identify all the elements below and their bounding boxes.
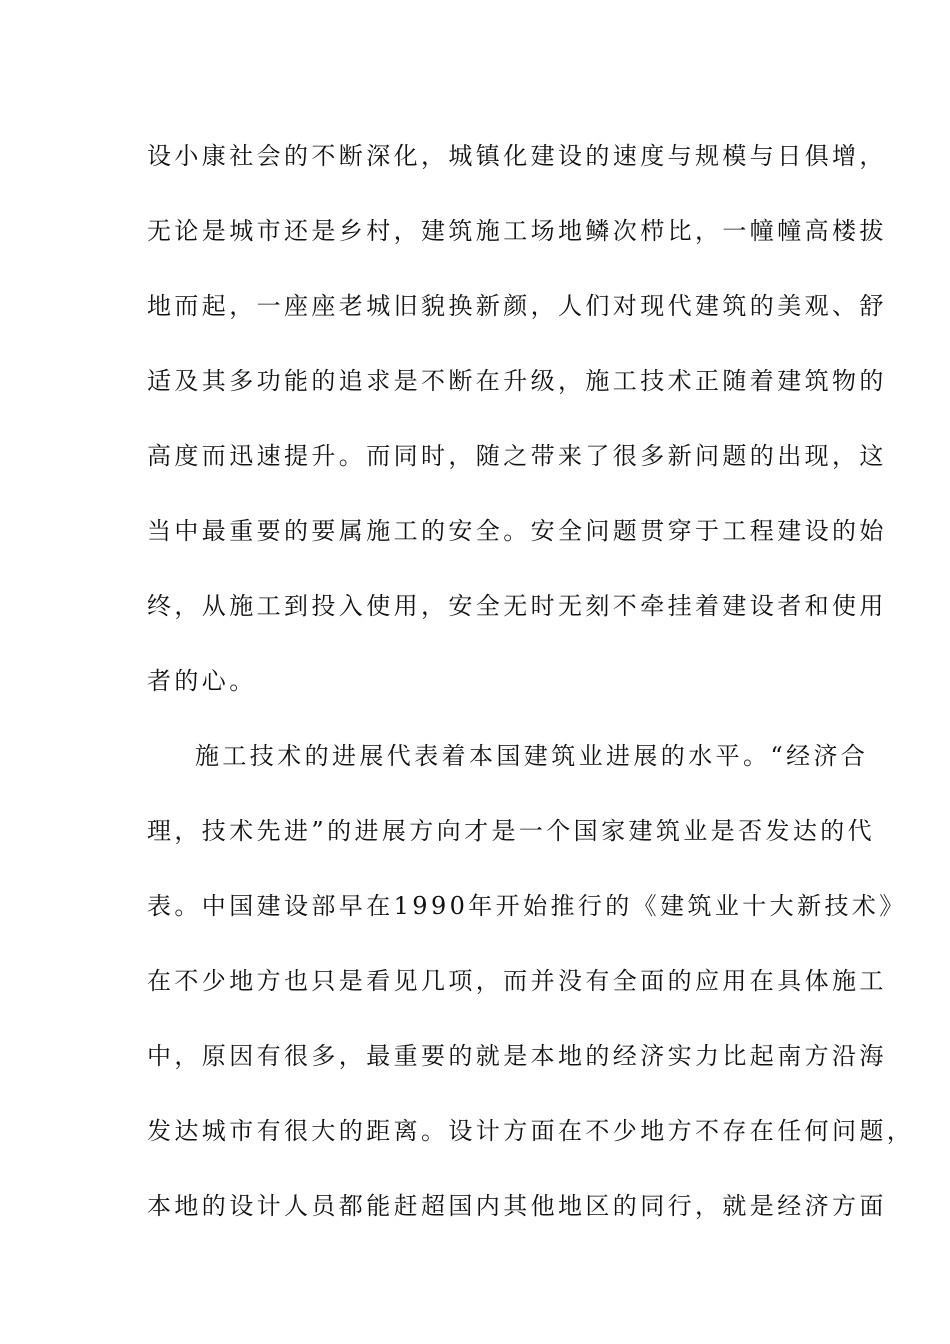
text-line: 本地的设计人员都能赶超国内其他地区的同行，就是经济方面	[147, 1192, 887, 1220]
text-line: 发达城市有很大的距离。设计方面在不少地方不存在任何问题，	[147, 1117, 915, 1145]
text-line: 表。中国建设部早在1990年开始推行的《建筑业十大新技术》	[147, 892, 907, 920]
text-line: 在不少地方也只是看见几项，而并没有全面的应用在具体施工	[147, 967, 887, 995]
text-line: 设小康社会的不断深化，城镇化建设的速度与规模与日俱增，	[147, 142, 887, 170]
text-line: 高度而迅速提升。而同时，随之带来了很多新问题的出现，这	[147, 442, 887, 470]
text-line: 无论是城市还是乡村，建筑施工场地鳞次栉比，一幢幢高楼拔	[147, 217, 887, 245]
text-line: 中，原因有很多，最重要的就是本地的经济实力比起南方沿海	[147, 1042, 887, 1070]
text-line: 当中最重要的要属施工的安全。安全问题贯穿于工程建设的始	[147, 517, 887, 545]
text-line: 地而起，一座座老城旧貌换新颜，人们对现代建筑的美观、舒	[147, 292, 887, 320]
text-line: 终，从施工到投入使用，安全无时无刻不牵挂着建设者和使用	[147, 592, 887, 620]
text-line: 者的心。	[147, 667, 257, 695]
text-line: 适及其多功能的追求是不断在升级，施工技术正随着建筑物的	[147, 367, 887, 395]
text-line: 施工技术的进展代表着本国建筑业进展的水平。“经济合	[195, 742, 869, 770]
text-line: 理，技术先进”的进展方向才是一个国家建筑业是否发达的代	[147, 817, 876, 845]
